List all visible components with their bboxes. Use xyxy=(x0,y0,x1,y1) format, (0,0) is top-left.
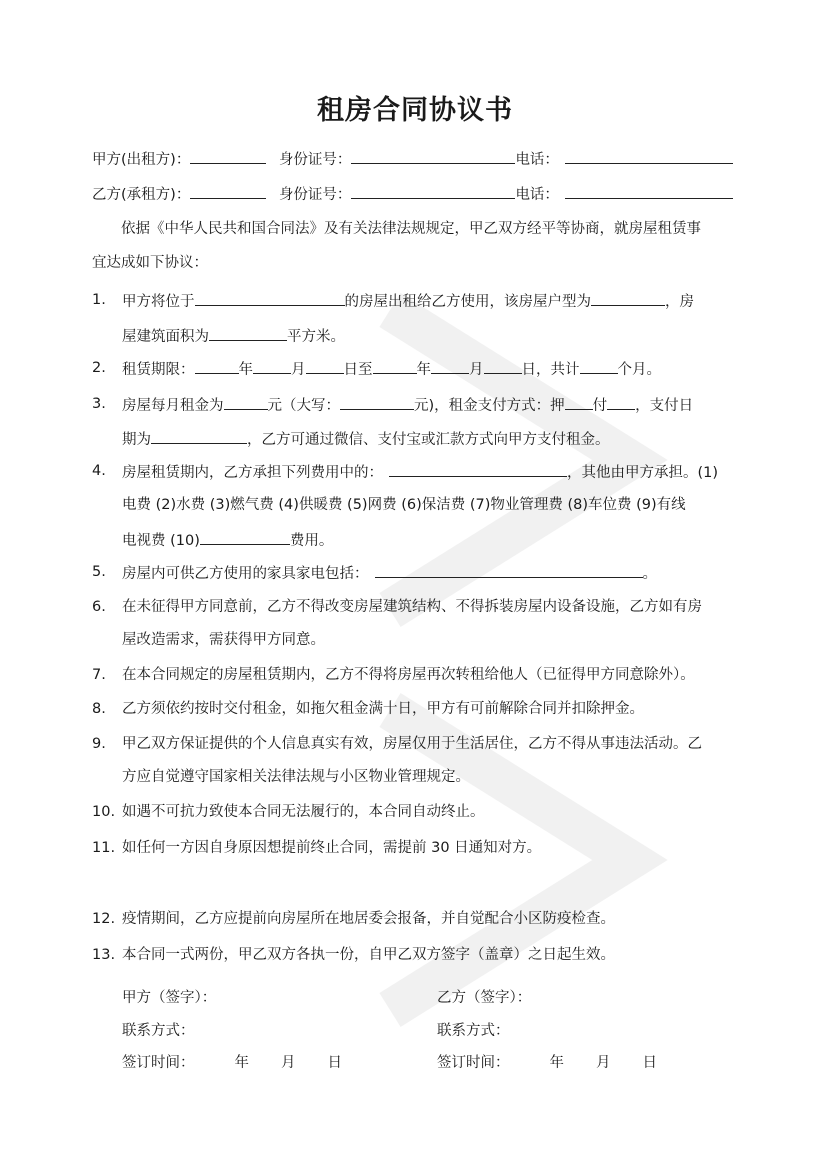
party-a-date-row xyxy=(122,1053,342,1073)
month-label: 月 xyxy=(596,1055,611,1071)
pay-blank[interactable] xyxy=(607,394,635,410)
party-b-row xyxy=(92,183,733,205)
party-a-signature-label: 甲方（签字）： xyxy=(122,990,217,1006)
item-number: 2. xyxy=(92,360,106,376)
item-text: 屋建筑面积为 xyxy=(122,329,209,345)
pay-date-blank[interactable] xyxy=(151,428,247,444)
item-13-line-1: 本合同一式两份，甲乙双方各执一份，自甲乙双方签字（盖章）之日起生效。 xyxy=(122,947,615,963)
party-a-contact-label: 联系方式： xyxy=(122,1023,195,1039)
item-text: 日，共计 xyxy=(521,362,580,378)
layout-blank[interactable] xyxy=(591,290,665,306)
item-text: 租赁期限： xyxy=(122,362,195,378)
item-8-line-1: 乙方须依约按时交付租金，如拖欠租金满十日，甲方有可前解除合同并扣除押金。 xyxy=(122,701,644,717)
item-6-line-1: 在未征得甲方同意前，乙方不得改变房屋建筑结构、不得拆装房屋内设备设施，乙方如有房 xyxy=(122,599,702,615)
item-12-line-1: 疫情期间，乙方应提前向房屋所在地居委会报备，并自觉配合小区防疫检查。 xyxy=(122,911,615,927)
party-b-phone-label: 电话： xyxy=(515,187,559,203)
item-text: 房屋租赁期内，乙方承担下列费用中的： xyxy=(122,465,383,481)
year-label: 年 xyxy=(234,1055,249,1071)
end-year-blank[interactable] xyxy=(373,358,417,374)
item-5-line-1 xyxy=(122,562,657,584)
start-month-blank[interactable] xyxy=(253,358,291,374)
total-months-blank[interactable] xyxy=(580,358,618,374)
item-text: 。 xyxy=(642,566,657,582)
item-number: 6. xyxy=(92,599,106,615)
party-a-name-blank[interactable] xyxy=(190,148,266,164)
item-text: 月 xyxy=(469,362,484,378)
item-number: 8. xyxy=(92,701,106,717)
item-number: 1. xyxy=(92,292,106,308)
item-11-line-1: 如任何一方因自身原因想提前终止合同，需提前 30 日通知对方。 xyxy=(122,840,542,856)
item-2-line-1 xyxy=(122,358,661,380)
item-7-line-1: 在本合同规定的房屋租赁期内，乙方不得将房屋再次转租给他人（已征得甲方同意除外）。 xyxy=(122,667,695,683)
item-number: 9. xyxy=(92,736,106,752)
item-1-line-1 xyxy=(122,290,694,312)
day-label: 日 xyxy=(642,1055,657,1071)
item-text: 年 xyxy=(238,362,253,378)
item-3-line-1 xyxy=(122,394,693,416)
item-number: 12. xyxy=(92,911,116,927)
rent-uppercase-blank[interactable] xyxy=(340,394,414,410)
start-year-blank[interactable] xyxy=(195,358,239,374)
item-number: 4. xyxy=(92,463,106,479)
party-a-phone-label: 电话： xyxy=(515,152,559,168)
item-9-line-2: 方应自觉遵守国家相关法律法规与小区物业管理规定。 xyxy=(122,769,470,785)
deposit-blank[interactable] xyxy=(565,394,593,410)
party-b-phone-blank[interactable] xyxy=(565,183,733,199)
item-text: ，其他由甲方承担。(1) xyxy=(567,465,719,481)
item-text: 月 xyxy=(291,362,306,378)
item-text: 个月。 xyxy=(617,362,661,378)
item-10-line-1: 如遇不可抗力致使本合同无法履行的，本合同自动终止。 xyxy=(122,804,485,820)
item-number: 11. xyxy=(92,840,116,856)
fees-blank[interactable] xyxy=(389,461,567,477)
end-month-blank[interactable] xyxy=(431,358,469,374)
other-fee-blank[interactable] xyxy=(200,529,290,545)
item-text: ，房 xyxy=(665,294,694,310)
item-text: 平方米。 xyxy=(287,329,345,345)
item-number: 10. xyxy=(92,804,116,820)
day-label: 日 xyxy=(327,1055,342,1071)
item-text: 甲方将位于 xyxy=(122,294,195,310)
party-a-label: 甲方(出租方)： xyxy=(92,152,191,168)
item-9-line-1: 甲乙双方保证提供的个人信息真实有效，房屋仅用于生活居住，乙方不得从事违法活动。乙 xyxy=(122,736,702,752)
item-text: 房屋每月租金为 xyxy=(122,398,224,414)
item-text: 费用。 xyxy=(289,533,334,549)
item-6-line-2: 屋改造需求，需获得甲方同意。 xyxy=(122,632,325,648)
intro-line-2: 宜达成如下协议： xyxy=(92,255,208,271)
item-3-line-2 xyxy=(122,428,610,450)
party-b-signature-label: 乙方（签字）： xyxy=(437,990,532,1006)
item-text: ，支付日 xyxy=(635,398,694,414)
item-text: 期为 xyxy=(122,432,151,448)
item-1-line-2 xyxy=(122,325,345,347)
area-blank[interactable] xyxy=(209,325,287,341)
item-4-line-1 xyxy=(122,461,718,483)
item-text: ，乙方可通过微信、支付宝或汇款方式向甲方支付租金。 xyxy=(247,432,610,448)
party-b-id-blank[interactable] xyxy=(351,183,515,199)
furniture-blank[interactable] xyxy=(375,562,643,578)
item-text: 房屋内可供乙方使用的家具家电包括： xyxy=(122,566,369,582)
start-day-blank[interactable] xyxy=(306,358,344,374)
item-text: 元（大写： xyxy=(267,398,340,414)
party-b-id-label: 身份证号： xyxy=(278,187,352,203)
address-blank[interactable] xyxy=(195,290,345,306)
party-a-phone-blank[interactable] xyxy=(565,148,733,164)
party-b-name-blank[interactable] xyxy=(190,183,266,199)
party-b-label: 乙方(承租方)： xyxy=(92,187,191,203)
date-label: 签订时间： xyxy=(122,1055,195,1071)
item-4-line-3 xyxy=(122,529,333,551)
party-b-contact-label: 联系方式： xyxy=(437,1023,510,1039)
item-number: 7. xyxy=(92,667,106,683)
item-text: 元)，租金支付方式：押 xyxy=(414,398,565,414)
item-number: 3. xyxy=(92,396,106,412)
item-4-line-2: 电费 (2)水费 (3)燃气费 (4)供暖费 (5)网费 (6)保洁费 (7)物业管理费 (8)车位费 (9)有线 xyxy=(122,497,686,513)
item-text: 付 xyxy=(592,398,608,414)
year-label: 年 xyxy=(549,1055,564,1071)
item-text: 日至 xyxy=(343,362,373,378)
party-b-date-row xyxy=(437,1053,657,1073)
end-day-blank[interactable] xyxy=(484,358,522,374)
document-title: 租房合同协议书 xyxy=(317,95,513,126)
item-number: 5. xyxy=(92,564,106,580)
item-text: 电视费 (10) xyxy=(122,533,200,549)
party-a-id-label: 身份证号： xyxy=(278,152,352,168)
item-text: 年 xyxy=(416,362,431,378)
date-label: 签订时间： xyxy=(437,1055,510,1071)
item-text: 的房屋出租给乙方使用，该房屋户型为 xyxy=(344,294,591,310)
item-number: 13. xyxy=(92,947,116,963)
party-a-id-blank[interactable] xyxy=(351,148,515,164)
month-label: 月 xyxy=(281,1055,296,1071)
rent-blank[interactable] xyxy=(224,394,268,410)
party-a-row xyxy=(92,148,733,170)
intro-line-1: 依据《中华人民共和国合同法》及有关法律法规规定，甲乙双方经平等协商，就房屋租赁事 xyxy=(121,221,701,237)
